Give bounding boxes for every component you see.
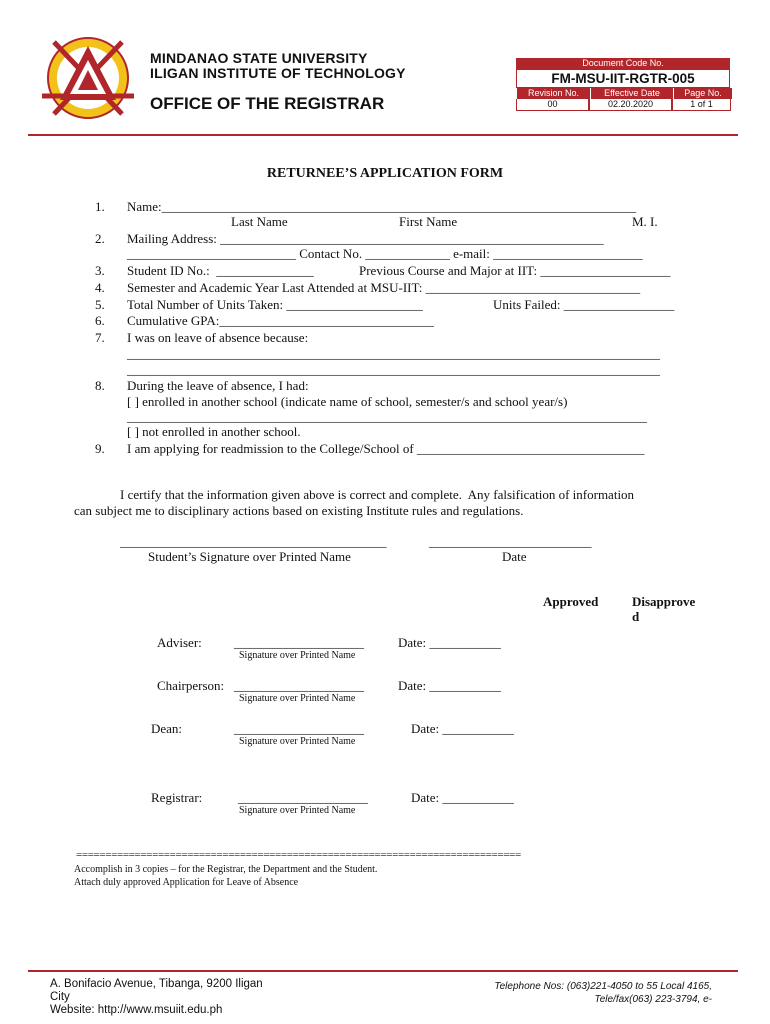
first-name-caption: First Name [399,214,458,229]
university-name: MINDANAO STATE UNIVERSITY [150,50,368,66]
item-number: 2. [95,231,105,246]
telephone-text: Telephone Nos: (063)221-4050 to 55 Local 4165, [494,981,712,992]
signature-caption: Signature over Printed Name [239,650,356,661]
dean-label: Dean: [151,721,183,736]
leave-reason-label: I was on leave of absence because: [127,330,309,345]
during-leave-label: During the leave of absence, I had: [127,378,309,393]
footer-divider [28,970,738,972]
website-link[interactable]: Website: http://www.msuiit.edu.ph [50,1004,223,1016]
adviser-date-field[interactable]: Date: ___________ [398,635,501,650]
student-signature-line[interactable]: _________________________________________ [120,534,387,549]
signature-caption: Signature over Printed Name [239,736,356,747]
certification-text: can subject me to disciplinary actions based on existing Institute rules and regulations. [74,503,524,518]
previous-course-field[interactable]: Previous Course and Major at IIT: ____________________ [359,263,671,278]
revision-value: 00 [516,99,589,111]
effective-date-label: Effective Date [590,88,673,99]
chairperson-date-field[interactable]: Date: ___________ [398,678,501,693]
adviser-signature-line[interactable]: ____________________ [234,635,364,650]
item-number: 1. [95,199,105,214]
name-field[interactable]: Name:_________________________________________________________________________ [127,199,637,214]
effective-date-value: 02.20.2020 [589,99,672,111]
msu-iit-seal-logo [38,30,138,125]
mailing-address-field[interactable]: Mailing Address: ___________________________________________________________ [127,231,604,246]
signature-caption: Signature over Printed Name [239,693,356,704]
instruction-note: Accomplish in 3 copies – for the Registrar, the Department and the Student. [74,864,378,875]
item-number: 8. [95,378,105,393]
doc-code-label: Document Code No. [516,58,730,69]
leave-reason-line[interactable]: __________________________________________________________________________________ [127,346,660,361]
student-signature-caption: Student’s Signature over Printed Name [148,549,351,564]
institute-name: ILIGAN INSTITUTE OF TECHNOLOGY [150,65,406,81]
other-school-line[interactable]: ________________________________________________________________________________ [127,409,647,424]
dean-date-field[interactable]: Date: ___________ [411,721,514,736]
form-title: RETURNEE’S APPLICATION FORM [266,166,504,181]
date-caption: Date [502,549,527,564]
gpa-field[interactable]: Cumulative GPA:_________________________________ [127,313,434,328]
item-number: 7. [95,330,105,345]
item-number: 9. [95,441,105,456]
office-name: OFFICE OF THE REGISTRAR [150,94,385,113]
footer-address [50,978,310,1017]
page-number-label: Page No. [673,88,732,99]
middle-initial-caption: M. I. [632,214,658,229]
approved-header: Approved [543,594,599,609]
item-number: 3. [95,263,105,278]
units-failed-field[interactable]: Units Failed: _________________ [493,297,675,312]
document-code-box [516,58,730,112]
student-id-field[interactable]: Student ID No.: _______________ [127,263,314,278]
disapproved-header: Disapprove [632,594,696,609]
not-enrolled-checkbox[interactable]: [ ] not enrolled in another school. [127,424,301,439]
registrar-signature-line[interactable]: ____________________ [238,790,368,805]
last-name-caption: Last Name [231,214,288,229]
fax-text: Tele/fax(063) 223-3794, e- [594,994,712,1005]
contact-email-field[interactable]: __________________________ Contact No. _____________ e-mail: _______________________ [127,246,643,261]
certification-text: I certify that the information given above is correct and complete. Any falsification of information [120,487,635,502]
item-number: 5. [95,297,105,312]
instruction-note: Attach duly approved Application for Leave of Absence [74,877,299,888]
address-line: A. Bonifacio Avenue, Tibanga, 9200 Iligan [50,978,263,990]
enrolled-other-school-checkbox[interactable]: [ ] enrolled in another school (indicate name of school, semester/s and school year/s) [127,394,568,409]
disapproved-header-wrap: d [632,609,640,624]
chairperson-label: Chairperson: [157,678,225,693]
readmission-college-field[interactable]: I am applying for readmission to the College/School of ___________________________________ [127,441,645,456]
revision-label: Revision No. [516,88,590,99]
address-line: City [50,991,70,1003]
last-attended-field[interactable]: Semester and Academic Year Last Attended at MSU-IIT: _________________________________ [127,280,641,295]
page-number-value: 1 of 1 [672,99,731,111]
footer-contact [494,980,712,1006]
units-taken-field[interactable]: Total Number of Units Taken: _____________________ [127,297,423,312]
dean-signature-line[interactable]: ____________________ [234,721,364,736]
doc-code: FM-MSU-IIT-RGTR-005 [516,69,730,88]
item-number: 4. [95,280,105,295]
signature-caption: Signature over Printed Name [239,805,356,816]
registrar-label: Registrar: [151,790,203,805]
separator-line: ============================================================================ [76,849,521,861]
chairperson-signature-line[interactable]: ____________________ [234,678,364,693]
header-divider [28,134,738,136]
registrar-date-field[interactable]: Date: ___________ [411,790,514,805]
leave-reason-line[interactable]: __________________________________________________________________________________ [127,362,660,377]
student-date-line[interactable]: _________________________ [429,534,592,549]
adviser-label: Adviser: [157,635,202,650]
item-number: 6. [95,313,105,328]
